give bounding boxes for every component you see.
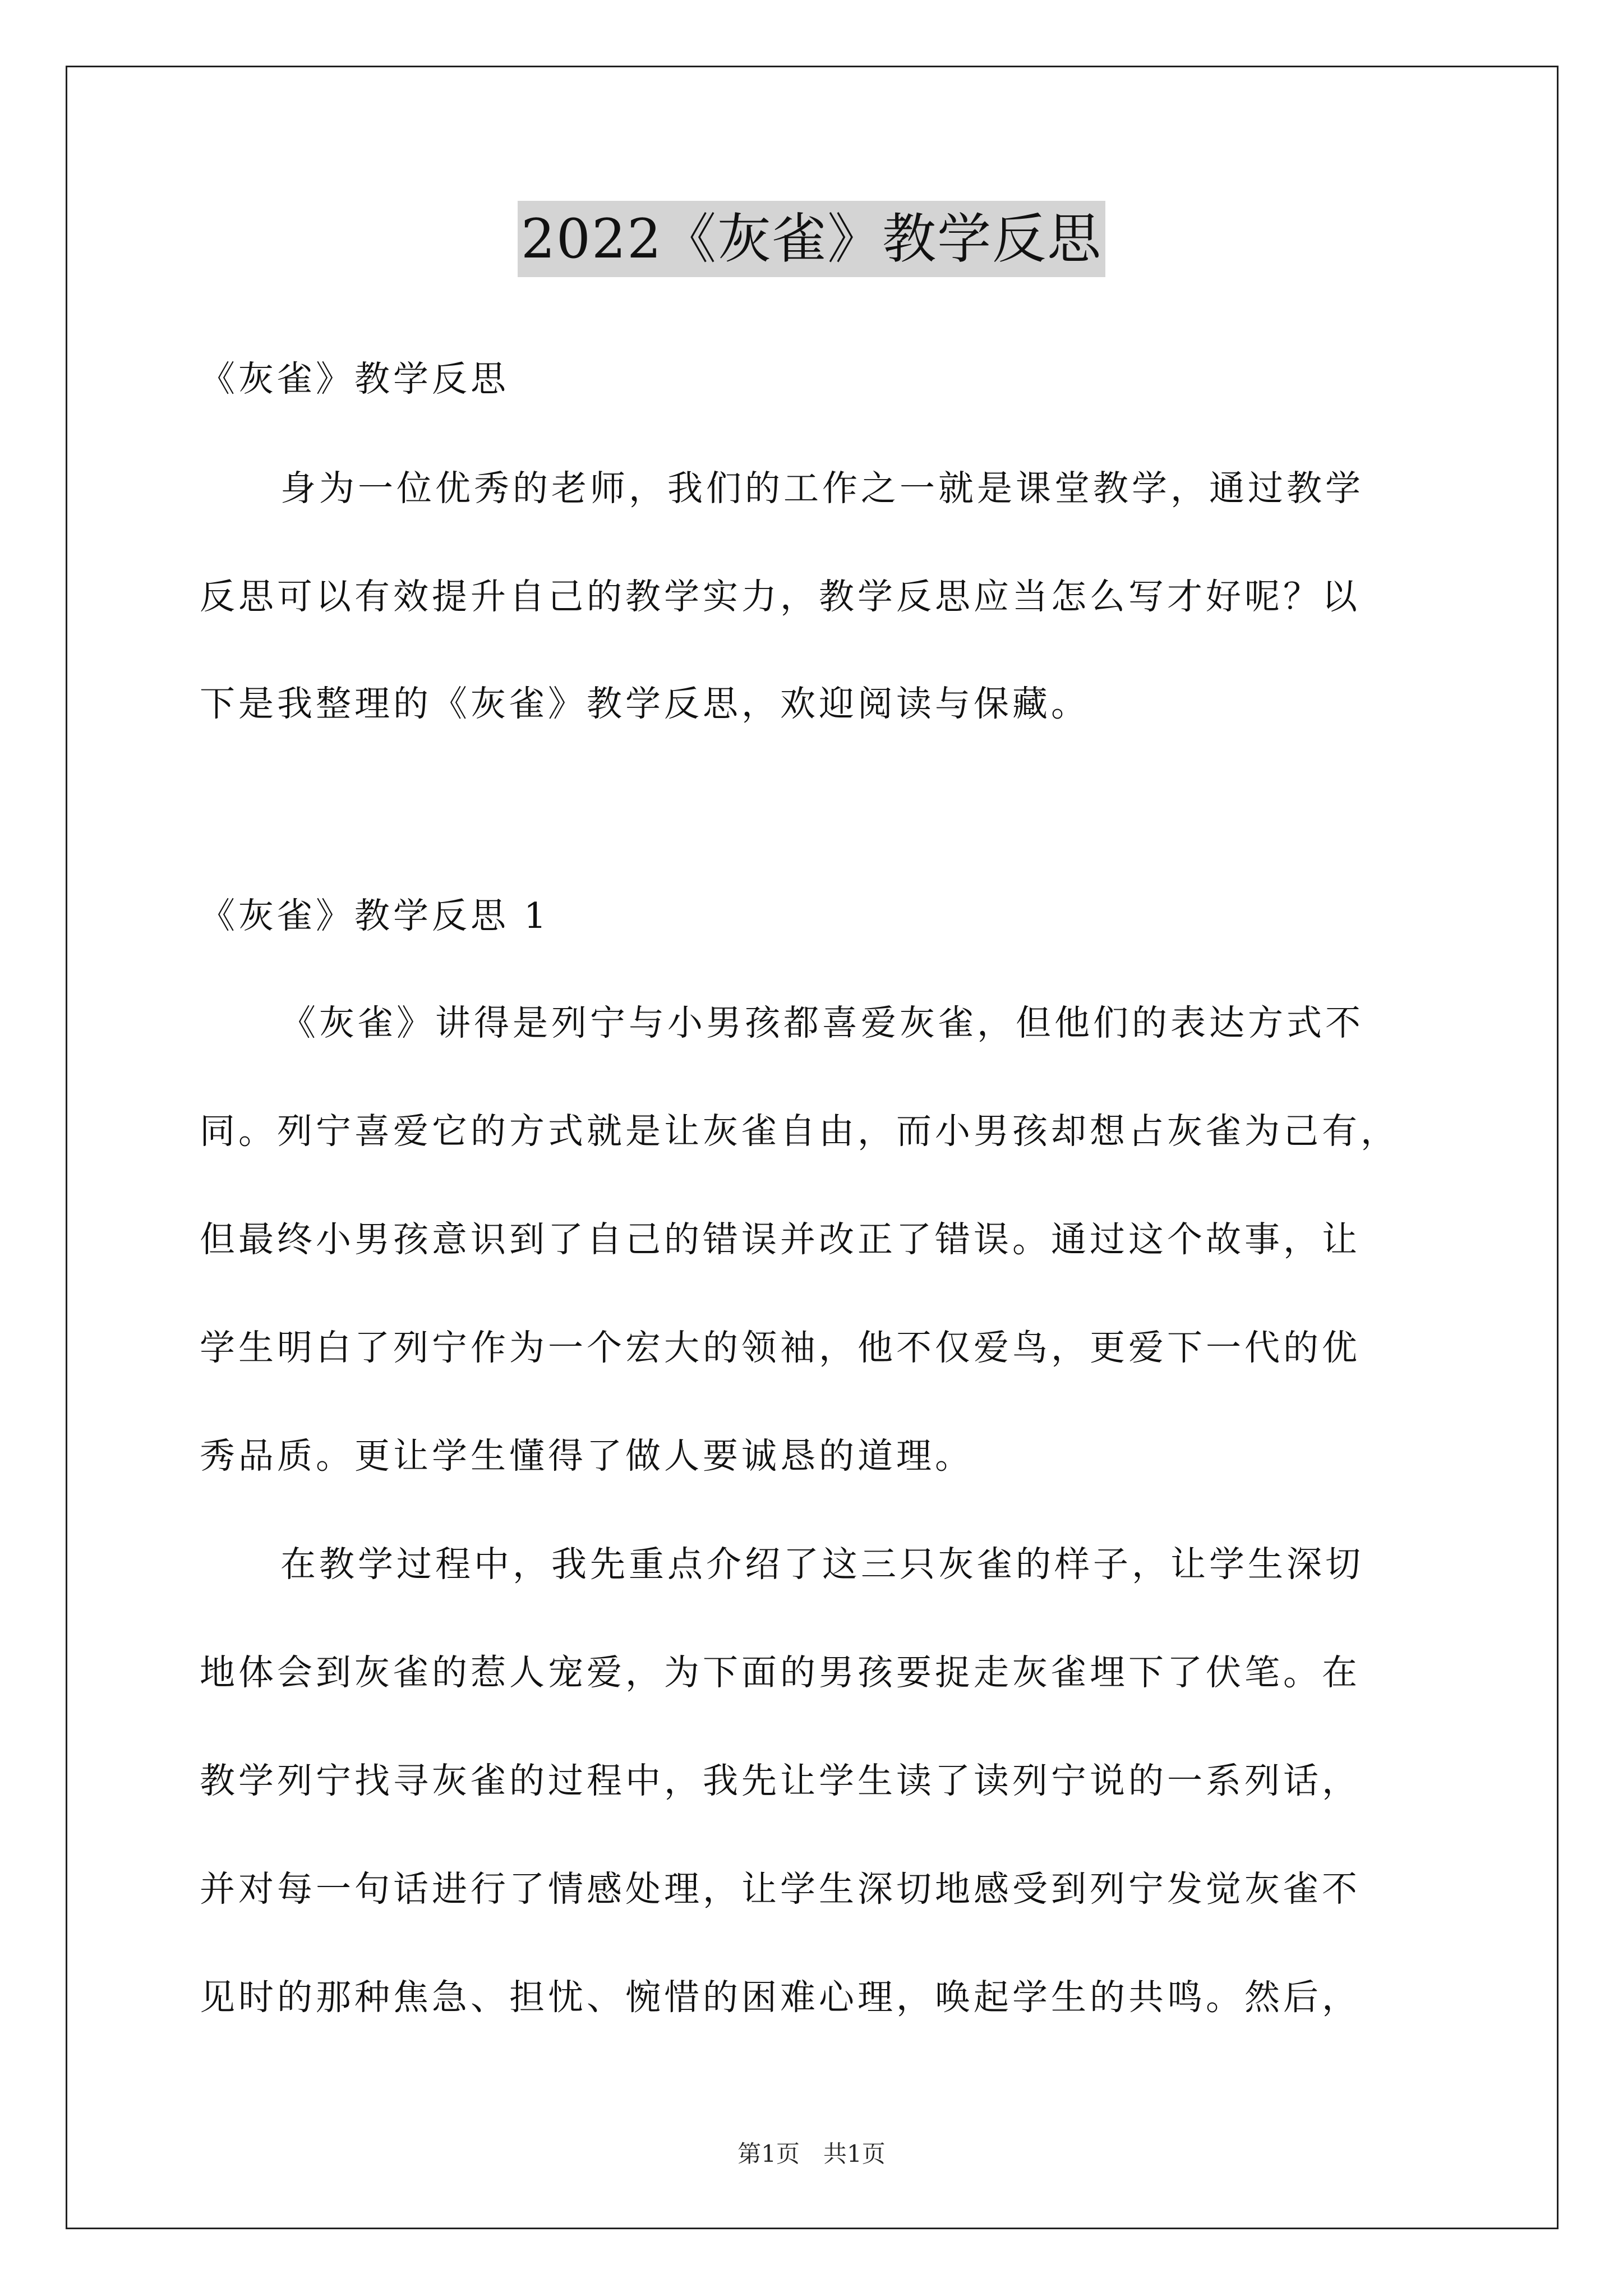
paragraph1-line-1: 《灰雀》讲得是列宁与小男孩都喜爱灰雀，但他们的表达方式不 bbox=[280, 1002, 1364, 1043]
document-subtitle: 《灰雀》教学反思 bbox=[200, 358, 509, 399]
intro-line-2: 反思可以有效提升自己的教学实力，教学反思应当怎么写才好呢？以 bbox=[200, 576, 1361, 617]
paragraph2-line-2: 地体会到灰雀的惹人宠爱，为下面的男孩要捉走灰雀埋下了伏笔。在 bbox=[200, 1652, 1361, 1693]
title-container bbox=[0, 201, 1623, 277]
paragraph2-line-5: 见时的那种焦急、担忧、惋惜的困难心理，唤起学生的共鸣。然后， bbox=[200, 1977, 1361, 2018]
paragraph2-line-3: 教学列宁找寻灰雀的过程中，我先让学生读了读列宁说的一系列话， bbox=[200, 1760, 1361, 1801]
paragraph1-line-2: 同。列宁喜爱它的方式就是让灰雀自由，而小男孩却想占灰雀为己有， bbox=[200, 1111, 1399, 1152]
paragraph1-line-3: 但最终小男孩意识到了自己的错误并改正了错误。通过这个故事，让 bbox=[200, 1219, 1361, 1260]
paragraph2-line-1: 在教学过程中，我先重点介绍了这三只灰雀的样子，让学生深切 bbox=[280, 1544, 1364, 1585]
page-footer: 第1页 共1页 bbox=[737, 2140, 886, 2168]
paragraph1-line-5: 秀品质。更让学生懂得了做人要诚恳的道理。 bbox=[200, 1435, 974, 1476]
document-title: 2022《灰雀》教学反思 bbox=[518, 201, 1105, 277]
section-heading: 《灰雀》教学反思 1 bbox=[200, 895, 550, 936]
intro-line-1: 身为一位优秀的老师，我们的工作之一就是课堂教学，通过教学 bbox=[280, 468, 1364, 509]
paragraph1-line-4: 学生明白了列宁作为一个宏大的领袖，他不仅爱鸟，更爱下一代的优 bbox=[200, 1327, 1361, 1368]
intro-line-3: 下是我整理的《灰雀》教学反思，欢迎阅读与保藏。 bbox=[200, 683, 1090, 724]
paragraph2-line-4: 并对每一句话进行了情感处理，让学生深切地感受到列宁发觉灰雀不 bbox=[200, 1869, 1361, 1910]
